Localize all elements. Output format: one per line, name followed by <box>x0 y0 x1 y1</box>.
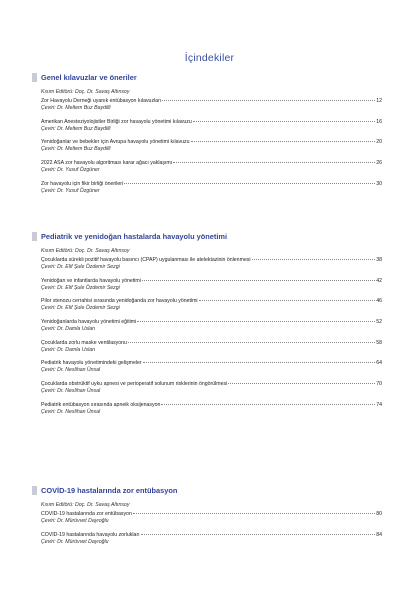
section-marker-icon <box>32 73 37 82</box>
toc-entry[interactable] <box>32 509 382 517</box>
page-title: İçindekiler <box>184 52 235 64</box>
entry-page: 64 <box>376 360 382 367</box>
entry-translator: Çeviri: Dr. Meltem Buz Baydilli <box>41 146 111 153</box>
entry-translator: Çeviri: Dr. Neslihan Ünsal <box>41 408 101 415</box>
section-marker-icon <box>32 232 37 241</box>
leader-dots <box>252 254 376 260</box>
toc-entry[interactable] <box>32 530 382 538</box>
entry-translator: Çeviri: Dr. Damla Uslan <box>41 326 95 333</box>
entry-title: COVID-19 hastalarında havayolu zorlukları <box>41 531 140 538</box>
section-marker-icon <box>32 486 37 495</box>
leader-dots <box>199 295 376 301</box>
section-header <box>32 70 382 84</box>
entry-title: Amerikan Anesteziyolojistler Birliği zor havayolu yönetimi kılavuzu <box>41 118 192 125</box>
entry-title: 2022 ASA zor havayolu algoritması karar ağacı yaklaşımı <box>41 160 173 167</box>
section-title: Genel kılavuzlar ve öneriler <box>41 72 137 82</box>
toc-entry[interactable] <box>32 96 382 104</box>
leader-dots <box>162 95 375 101</box>
leader-dots <box>128 337 375 343</box>
entry-translator: Çeviri: Dr. Yusuf Özgüner <box>41 187 100 194</box>
entry-page: 16 <box>376 118 382 125</box>
entry-title: Zor havayolu için fikir birliği önerileri <box>41 180 124 187</box>
entry-page: 42 <box>376 277 382 284</box>
entry-title: Çocuklarda zorlu maske ventilasyonu <box>41 339 127 346</box>
toc-entry[interactable] <box>32 379 382 387</box>
entry-title: Yenidoğanlarda havayolu yönetimi eğitimi <box>41 319 137 326</box>
section-editor: Kısım Editörü: Doç. Dr. Savaş Altınsoy <box>41 89 130 95</box>
entry-translator: Çeviri: Dr. Mürüvvet Dayıoğlu <box>41 538 109 545</box>
section-title: Pediatrik ve yenidoğan hastalarda havayolu yönetimi <box>41 231 228 241</box>
entry-translator: Çeviri: Dr. Yusuf Özgüner <box>41 167 100 174</box>
entry-translator: Çeviri: Dr. Neslihan Ünsal <box>41 367 101 374</box>
entry-translator: Çeviri: Dr. Elif Şule Özdemir Sezgi <box>41 305 120 312</box>
toc-entry[interactable] <box>32 317 382 325</box>
toc-entry[interactable] <box>32 158 382 166</box>
section-header <box>32 483 382 497</box>
entry-page: 30 <box>376 180 382 187</box>
toc-section-covid <box>32 483 382 550</box>
entry-title: Yenidoğan ve infantlarda havayolu yönetimi <box>41 277 141 284</box>
entry-page: 20 <box>376 139 382 146</box>
toc-entry[interactable] <box>32 400 382 408</box>
entry-page: 26 <box>376 160 382 167</box>
entry-title: Zor Havayolu Derneği uyanık entübasyon kılavuzları <box>41 98 162 104</box>
toc-section-general <box>32 70 382 199</box>
entry-title: Pilor stenozu cerrahisi sırasında yenidoğanda zor havayolu yönetimi <box>41 298 198 305</box>
entry-page: 38 <box>376 257 382 263</box>
leader-dots <box>143 357 376 363</box>
leader-dots <box>191 136 376 142</box>
leader-dots <box>228 378 375 384</box>
entry-title: Pediatrik entübasyon sırasında apneik oksijenasyon <box>41 401 161 408</box>
toc-entry[interactable] <box>32 338 382 346</box>
toc-entry[interactable] <box>32 276 382 284</box>
entry-translator: Çeviri: Dr. Elif Şule Özdemir Sezgi <box>41 264 120 270</box>
section-editor: Kısım Editörü: Doç. Dr. Savaş Altınsoy <box>41 248 130 254</box>
section-editor: Kısım Editörü: Doç. Dr. Savaş Altınsoy <box>41 502 130 508</box>
leader-dots <box>173 157 375 163</box>
leader-dots <box>161 399 375 405</box>
entry-translator: Çeviri: Dr. Neslihan Ünsal <box>41 388 101 395</box>
toc-entry[interactable] <box>32 296 382 304</box>
entry-translator: Çeviri: Dr. Elif Şule Özdemir Sezgi <box>41 284 120 291</box>
entry-translator: Çeviri: Dr. Meltem Buz Baydilli <box>41 125 111 132</box>
leader-dots <box>142 275 375 281</box>
entry-title: Çocuklarda sürekli pozitif havayolu basıncı (CPAP) uygulanması ile atelektazinin önlenmesi <box>41 257 251 263</box>
entry-page: 46 <box>376 298 382 305</box>
entry-page: 70 <box>376 381 382 388</box>
entry-title: COVID-19 hastalarında zor entübasyon <box>41 511 132 517</box>
entry-translator: Çeviri: Dr. Meltem Buz Baydilli <box>41 105 111 111</box>
toc-section-pediatric <box>32 229 382 421</box>
leader-dots <box>141 529 376 535</box>
toc-entry[interactable] <box>32 358 382 366</box>
section-title: COVİD-19 hastalarında zor entübasyon <box>41 485 178 495</box>
toc-entry[interactable] <box>32 137 382 145</box>
entry-page: 52 <box>376 319 382 326</box>
toc-entry[interactable] <box>32 255 382 263</box>
toc-entry[interactable] <box>32 117 382 125</box>
entry-page: 84 <box>376 531 382 538</box>
entry-title: Yenidoğanlar ve bebekler için Avrupa havayolu yönetimi kılavuzu <box>41 139 190 146</box>
entry-title: Pediatrik havayolu yönetimindeki gelişmeler <box>41 360 142 367</box>
entry-page: 58 <box>376 339 382 346</box>
entry-page: 80 <box>376 511 382 517</box>
entry-translator: Çeviri: Dr. Mürüvvet Dayıoğlu <box>41 518 109 524</box>
entry-page: 74 <box>376 401 382 408</box>
entry-translator: Çeviri: Dr. Damla Uslan <box>41 346 95 353</box>
leader-dots <box>133 508 375 514</box>
entry-page: 12 <box>376 98 382 104</box>
leader-dots <box>137 316 375 322</box>
leader-dots <box>124 178 375 184</box>
leader-dots <box>193 116 375 122</box>
toc-entry[interactable] <box>32 179 382 187</box>
section-header <box>32 229 382 243</box>
entry-title: Çocuklarda obstrüktif uyku apnesi ve perioperatif solunum risklerinin öngörülmesi <box>41 381 228 388</box>
